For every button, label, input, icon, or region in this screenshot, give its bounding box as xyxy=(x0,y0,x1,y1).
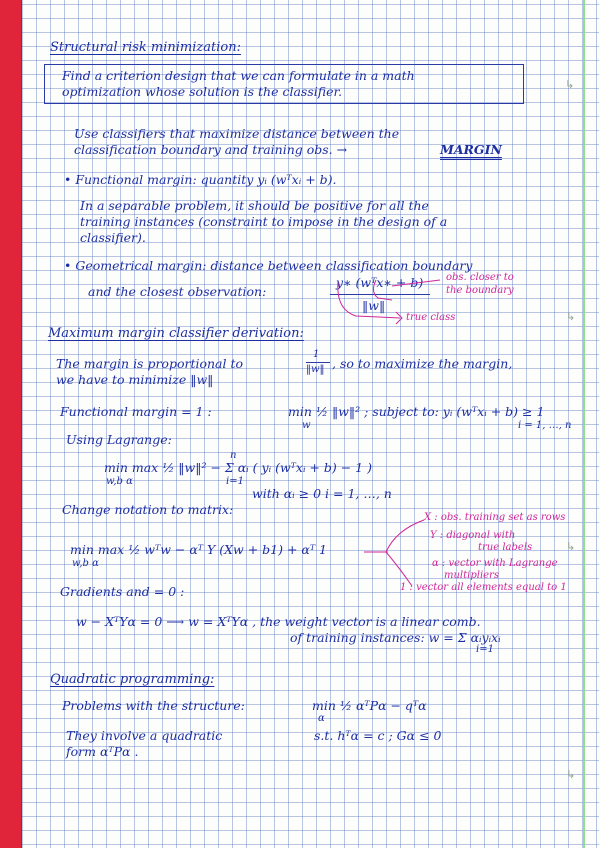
annotation-closest-obs-1: obs. closer to xyxy=(446,272,514,283)
linear-combination-line: of training instances: w = Σ αᵢyᵢxᵢ xyxy=(290,630,501,645)
functional-margin-detail-3: classifier). xyxy=(80,230,146,245)
qp-involve-line: They involve a quadratic xyxy=(66,728,223,743)
annotation-ones: 1 : vector all elements equal to 1 xyxy=(400,582,567,593)
weight-vector-formula: w − XᵀYα = 0 ⟶ w = XᵀYα , the weight vector is a linear comb. xyxy=(76,614,481,629)
srm-line-2: optimization whose solution is the classifier. xyxy=(62,84,343,99)
minimize-norm-line: we have to minimize ‖w‖ xyxy=(56,372,214,387)
qp-min-subscript: α xyxy=(318,713,325,724)
use-classifiers-line-1: Use classifiers that maximize distance between the xyxy=(74,126,400,141)
lagrangian-formula: min max ½ ‖w‖² − Σ αᵢ ( yᵢ (wᵀxᵢ + b) − 1 ) xyxy=(104,460,372,475)
annotation-alpha: α : vector with Lagrange xyxy=(432,558,558,569)
qp-quadratic-form: form αᵀPα . xyxy=(66,744,139,759)
functional-margin-line: • Functional margin: quantity yᵢ (wᵀxᵢ + b). xyxy=(64,172,337,187)
fraction-norm-denominator: ‖w‖ xyxy=(306,364,325,375)
arrow-obs-closer-2 xyxy=(392,280,440,286)
quadratic-programming-heading: Quadratic programming: xyxy=(50,672,215,687)
geometric-margin-numerator: y∗ (wᵀx∗ + b) xyxy=(336,275,424,290)
geometrical-margin-line: • Geometrical margin: distance between classification boundary xyxy=(64,258,473,273)
functional-margin-one: Functional margin = 1 : xyxy=(60,404,212,419)
constraint-index-range: i = 1, …, n xyxy=(518,420,572,431)
functional-margin-detail-1: In a separable problem, it should be positive for all the xyxy=(80,198,429,213)
primal-problem-formula: min ½ ‖w‖² ; subject to: yᵢ (wᵀxᵢ + b) ≥ 1 xyxy=(288,404,545,419)
annotation-closest-obs-2: the boundary xyxy=(446,285,514,296)
primal-min-subscript: w xyxy=(302,420,311,431)
srm-line-1: Find a criterion design that we can formulate in a math xyxy=(62,68,415,83)
arrow-obs-closer xyxy=(373,280,392,300)
matrix-lagrangian-subscripts: w,b α xyxy=(72,558,99,569)
annotation-X: X : obs. training set as rows xyxy=(424,512,566,523)
margin-proportional-line: The margin is proportional to xyxy=(56,356,244,371)
lagrangian-sum-lower: i=1 xyxy=(226,476,244,487)
lagrangian-condition: with αᵢ ≥ 0 i = 1, …, n xyxy=(252,486,392,501)
matrix-lagrangian-formula: min max ½ wᵀw − αᵀ Y (Xw + b1) + αᵀ 1 xyxy=(70,542,328,557)
lagrangian-sum-upper: n xyxy=(230,450,237,461)
srm-heading: Structural risk minimization: xyxy=(50,40,241,55)
qp-constraints: s.t. hᵀα = c ; Gα ≤ 0 xyxy=(314,728,442,743)
lagrangian-subscripts: w,b α xyxy=(106,476,133,487)
change-notation-line: Change notation to matrix: xyxy=(62,502,234,517)
use-classifiers-line-2: classification boundary and training obs. → xyxy=(74,142,348,157)
max-margin-heading: Maximum margin classifier derivation: xyxy=(48,326,304,341)
margin-keyword: MARGIN xyxy=(440,142,502,157)
annotation-true-class: true class xyxy=(406,312,456,323)
annotation-alpha-2: multipliers xyxy=(444,570,499,581)
gradients-line: Gradients and = 0 : xyxy=(60,584,185,599)
margin-tick-mark: ↳ xyxy=(566,310,576,323)
margin-tick-mark: ↳ xyxy=(566,540,576,553)
geometric-margin-denominator: ‖w‖ xyxy=(362,298,386,313)
using-lagrange-line: Using Lagrange: xyxy=(66,432,172,447)
weight-sum-lower: i=1 xyxy=(476,644,494,655)
margin-proportional-end: , so to maximize the margin, xyxy=(332,356,513,371)
annotation-Y: Y : diagonal with xyxy=(430,530,516,541)
qp-structure-line: Problems with the structure: xyxy=(62,698,245,713)
qp-objective: min ½ αᵀPα − qᵀα xyxy=(312,698,427,713)
fraction-one-numerator: 1 xyxy=(313,349,320,360)
margin-tick-mark: ↳ xyxy=(565,78,575,91)
functional-margin-detail-2: training instances (constraint to impose in the design of a xyxy=(80,214,448,229)
geometrical-margin-line-2: and the closest observation: xyxy=(88,284,267,299)
margin-tick-mark: ↳ xyxy=(566,768,576,781)
bracket-notation xyxy=(386,520,424,586)
annotation-Y-2: true labels xyxy=(478,542,533,553)
